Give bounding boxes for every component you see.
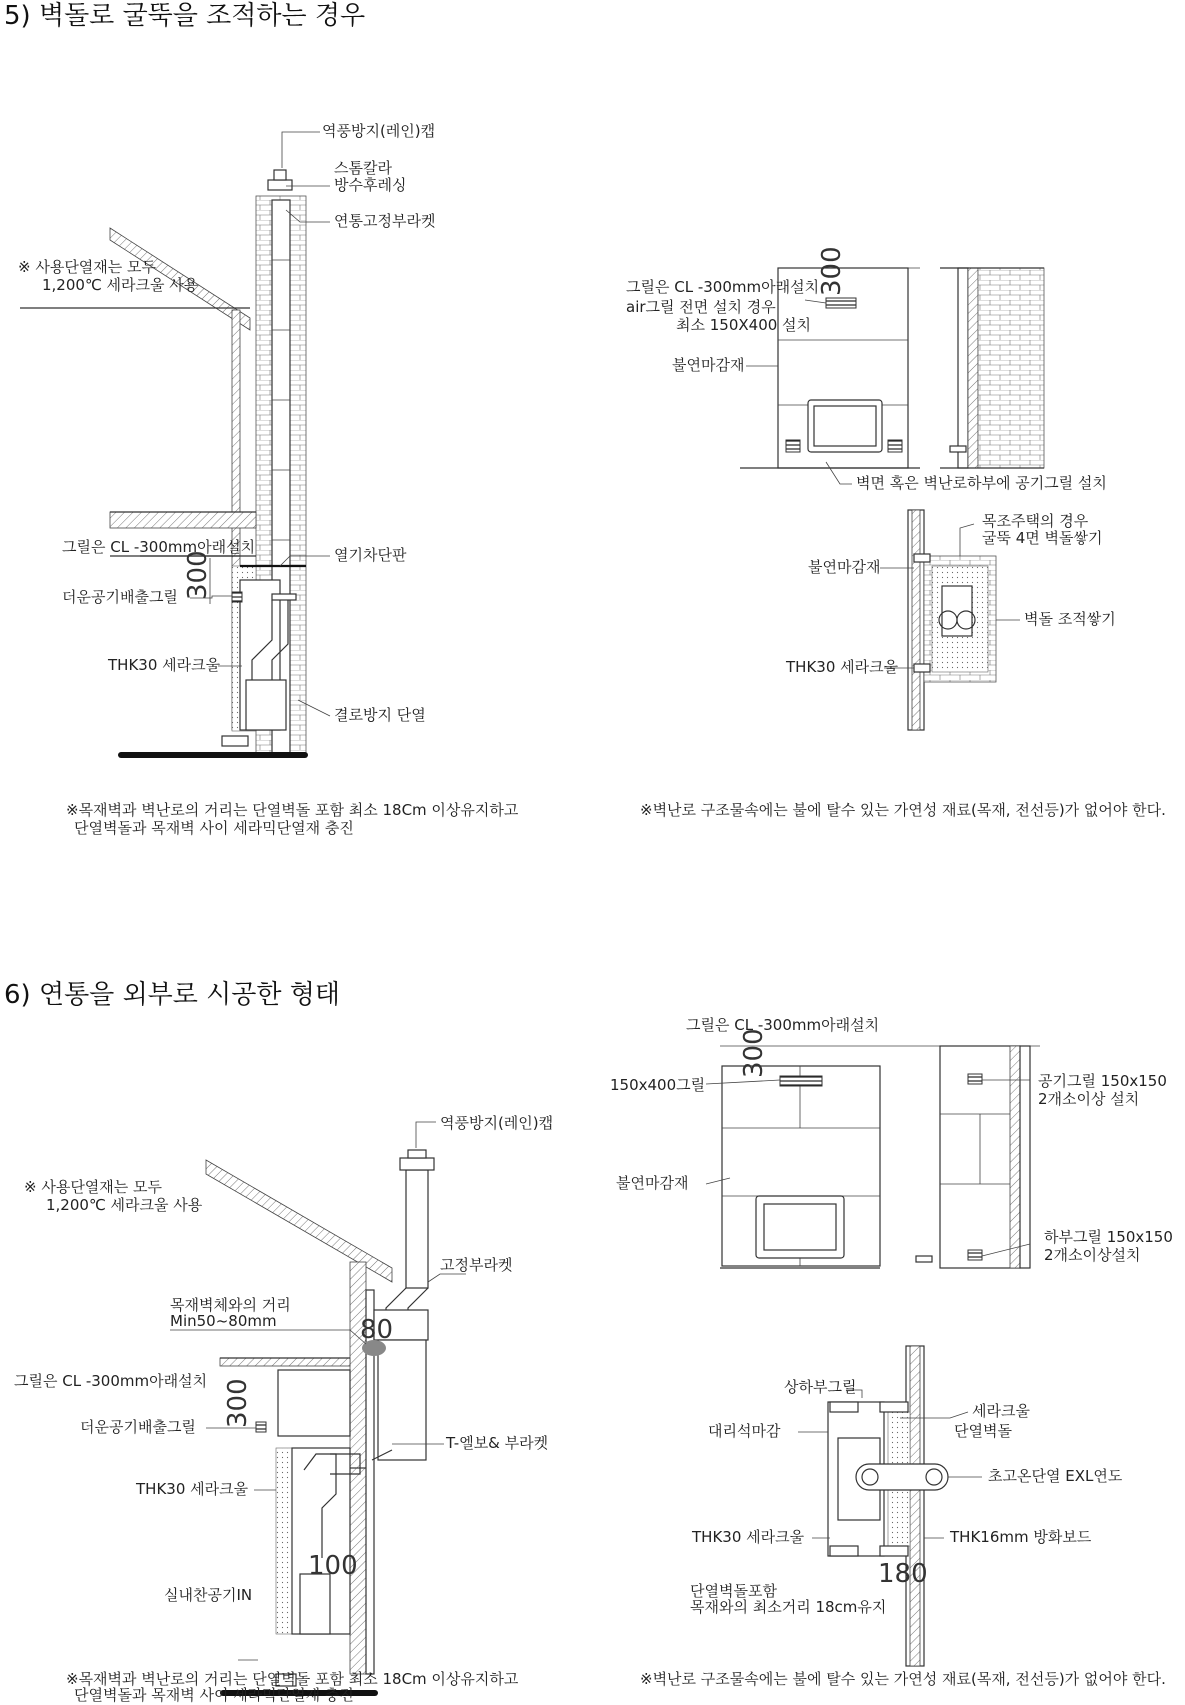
label-wall-or-bottom: 벽면 혹은 벽난로하부에 공기그릴 설치 xyxy=(856,474,1107,492)
note-insulation-6: ※ 사용단열재는 모두 xyxy=(24,1178,163,1196)
footnote-6-right: ※벽난로 구조물속에는 불에 탈수 있는 가연성 재료(목재, 전선등)가 없어야 한다. xyxy=(640,1670,1166,1688)
dim-80: 80 xyxy=(360,1315,394,1345)
section6-right-elevation xyxy=(610,1016,1173,1268)
dim-300-6: 300 xyxy=(223,1378,253,1428)
label-bottom-grille: 하부그릴 150x150 xyxy=(1044,1228,1173,1246)
label-heat-shield: 열기차단판 xyxy=(334,546,407,564)
label-hot-air-grille: 더운공기배출그릴 xyxy=(62,588,178,606)
label-fix-bracket: 고정부라켓 xyxy=(440,1256,513,1274)
label-indoor-air: 실내찬공기IN xyxy=(164,1586,253,1604)
label-grille-ceiling-6r: 그릴은 CL -300mm아래설치 xyxy=(686,1016,880,1034)
label-insulated-brick: 단열벽돌 xyxy=(954,1422,1012,1440)
label-pipe-bracket: 연통고정부라켓 xyxy=(334,212,436,230)
label-marble: 대리석마감 xyxy=(708,1422,781,1440)
label-min-distance: 단열벽돌포함 xyxy=(690,1582,777,1600)
label-hot-air-grille-6: 더운공기배출그릴 xyxy=(80,1418,196,1436)
label-thk30-6r: THK30 세라크울 xyxy=(692,1528,805,1546)
note-insulation: ※ 사용단열재는 모두 xyxy=(18,258,157,276)
label-exl-pipe: 초고온단열 EXL연도 xyxy=(988,1467,1123,1485)
section5-right-elevation xyxy=(626,246,1107,492)
label-t-elbow: T-엘보& 부라켓 xyxy=(446,1434,549,1452)
dim-300-right: 300 xyxy=(817,246,847,296)
footnote-5-right: ※벽난로 구조물속에는 불에 탈수 있는 가연성 재료(목재, 전선등)가 없어야 한다. xyxy=(640,801,1166,819)
label-thk30-plan: THK30 세라크울 xyxy=(786,658,899,676)
section5-left-elevation xyxy=(18,122,519,837)
footnote-5-left: ※목재벽과 벽난로의 거리는 단열벽돌 포함 최소 18Cm 이상유지하고 xyxy=(66,801,519,819)
rain-cap-shape xyxy=(268,180,292,190)
dim-300-6r: 300 xyxy=(739,1028,769,1078)
label-ceramic-wool: 세라크울 xyxy=(972,1402,1030,1420)
section6-title: 6) 연통을 외부로 시공한 형태 xyxy=(4,980,341,1010)
label-wood-distance: 목재벽체와의 거리 xyxy=(170,1296,291,1314)
label-nonflammable-plan: 불연마감재 xyxy=(808,558,881,576)
label-air-grille-min: 최소 150X400 설치 xyxy=(676,316,812,334)
note-insulation-6-2: 1,200℃ 세라크울 사용 xyxy=(46,1196,203,1214)
section5-right-plan xyxy=(640,510,1166,819)
label-storm-collar: 스톰칼라 xyxy=(334,159,392,177)
footnote-6-left-2: 단열벽돌과 목재벽 사이 세라믹단열재 충진 xyxy=(74,1686,354,1704)
label-air-grille-6-2: 2개소이상 설치 xyxy=(1038,1090,1140,1108)
label-wood-distance-min: Min50~80mm xyxy=(170,1312,277,1330)
label-min-distance-2: 목재와의 최소거리 18cm유지 xyxy=(690,1598,887,1616)
section6-right-plan xyxy=(640,1346,1166,1688)
label-thk30-6: THK30 세라크울 xyxy=(136,1480,249,1498)
footnote-5-left-2: 단열벽돌과 목재벽 사이 세라믹단열재 충진 xyxy=(74,819,354,837)
label-nonflammable-6: 불연마감재 xyxy=(616,1174,689,1192)
label-four-side-brick: 굴뚝 4면 벽돌쌓기 xyxy=(982,529,1103,547)
label-brick-masonry: 벽돌 조적쌓기 xyxy=(1024,610,1116,628)
label-bottom-grille-2: 2개소이상설치 xyxy=(1044,1246,1141,1264)
label-top-bottom-grille: 상하부그릴 xyxy=(784,1378,857,1396)
label-thk16: THK16mm 방화보드 xyxy=(950,1528,1092,1546)
label-nonflammable: 불연마감재 xyxy=(672,356,745,374)
label-rain-cap-6: 역풍방지(레인)캡 xyxy=(440,1114,554,1132)
label-thk30: THK30 세라크울 xyxy=(108,656,221,674)
label-grille-ceiling: 그릴은 CL -300mm아래설치 xyxy=(62,538,256,556)
dim-180: 180 xyxy=(878,1559,928,1589)
label-rain-cap: 역풍방지(레인)캡 xyxy=(322,122,436,140)
dim-300: 300 xyxy=(183,550,213,600)
label-condensation: 결로방지 단열 xyxy=(334,706,426,724)
section6-left-elevation xyxy=(14,1114,553,1704)
label-air-grille-6: 공기그릴 150x150 xyxy=(1038,1072,1167,1090)
dim-100: 100 xyxy=(308,1551,358,1581)
label-grille-150x400: 150x400그릴 xyxy=(610,1076,706,1094)
label-grille-ceiling-6: 그릴은 CL -300mm아래설치 xyxy=(14,1372,208,1390)
footnote-6-left: ※목재벽과 벽난로의 거리는 단열벽돌 포함 최소 18Cm 이상유지하고 xyxy=(66,1670,519,1688)
note-insulation-2: 1,200℃ 세라크울 사용 xyxy=(42,276,199,294)
exl-pipe-shape xyxy=(856,1464,948,1490)
label-air-grille-front: air그릴 전면 설치 경우 xyxy=(626,298,776,316)
section5-title: 5) 벽돌로 굴뚝을 조적하는 경우 xyxy=(4,1,366,31)
label-wooden-house: 목조주택의 경우 xyxy=(982,512,1089,530)
label-grille-ceiling-r: 그릴은 CL -300mm아래설치 xyxy=(626,278,820,296)
label-flashing: 방수후레싱 xyxy=(334,176,407,194)
